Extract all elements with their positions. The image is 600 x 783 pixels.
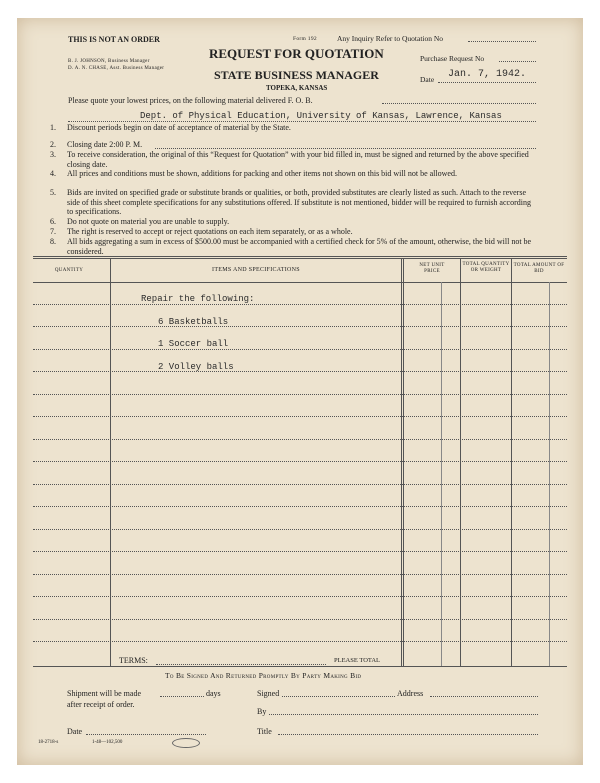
col-rule-unit-price	[401, 259, 402, 666]
item-line-2: 6 Basketballs	[158, 317, 229, 327]
table-row[interactable]	[33, 461, 567, 462]
after-receipt-label: after receipt of order.	[67, 700, 135, 709]
condition-5: 5. Bids are invited on specified grade or substitute brands or qualities, or both, provided substitutes are clearly listed as such. Attach to the reverse side of this sheet complete specifications for any substitutions offered. If substitute is not mentioned, bidder will be required to furnish according to specifications.	[50, 188, 531, 217]
table-row[interactable]	[33, 619, 567, 620]
purchase-request-label: Purchase Request No	[420, 54, 485, 63]
item-line-3: 1 Soccer ball	[158, 339, 229, 349]
days-label: days	[206, 689, 221, 698]
table-row[interactable]	[33, 416, 567, 417]
closing-date-field[interactable]	[155, 148, 536, 149]
officer-2: D. A. N. CHASE, Asst. Business Manager	[68, 66, 165, 71]
please-total-label: PLEASE TOTAL	[334, 657, 381, 664]
table-row[interactable]	[33, 506, 567, 507]
table-row[interactable]	[33, 371, 567, 372]
col-rule-amount-cents	[549, 282, 550, 666]
title-label: Title	[257, 727, 272, 736]
condition-2: 2. Closing date 2:00 P. M.	[50, 140, 143, 149]
print-run: 1-48—102,500	[92, 740, 123, 745]
union-label-icon	[172, 738, 200, 748]
condition-8: 8. All bids aggregating a sum in excess of $500.00 must be accompanied with a certified check for 5% of the amount, otherwise, the bid will not be considered.	[50, 237, 532, 256]
footer-date-field[interactable]	[86, 734, 206, 735]
table-top-rule-2	[33, 258, 567, 259]
table-bottom-rule	[33, 666, 567, 667]
terms-field[interactable]	[156, 664, 326, 665]
form-location: TOPEKA, KANSAS	[266, 84, 328, 92]
table-top-rule	[33, 256, 567, 257]
col-unit-price-header: NET UNIT PRICE	[419, 263, 445, 274]
address-field[interactable]	[430, 696, 538, 697]
condition-1: 1. Discount periods begin on date of acceptance of material by the State.	[50, 123, 291, 132]
terms-label: TERMS:	[119, 656, 148, 665]
table-row[interactable]	[33, 484, 567, 485]
col-items-header: ITEMS AND SPECIFICATIONS	[212, 267, 300, 273]
form-subtitle: STATE BUSINESS MANAGER	[214, 68, 379, 82]
table-row[interactable]	[33, 394, 567, 395]
shipment-days-field[interactable]	[160, 696, 204, 697]
table-row[interactable]	[33, 529, 567, 530]
table-row[interactable]	[33, 551, 567, 552]
col-total-qty-header: TOTAL QUANTITY OR WEIGHT	[462, 262, 510, 273]
col-rule-items	[110, 259, 111, 666]
condition-3: 3. To receive consideration, the original of this “Request for Quotation” with your bid filled in, must be signed and returned by the above specified closing date.	[50, 150, 529, 169]
col-quantity-header: QUANTITY	[54, 268, 84, 273]
table-row[interactable]	[33, 349, 567, 350]
date-value: Jan. 7, 1942.	[448, 69, 527, 80]
table-row[interactable]	[33, 574, 567, 575]
item-line-1: Repair the following:	[141, 294, 255, 304]
not-an-order-label: THIS IS NOT AN ORDER	[68, 35, 160, 44]
intro-text: Please quote your lowest prices, on the following material delivered F. O. B.	[68, 96, 313, 105]
quotation-number-field[interactable]	[468, 41, 536, 42]
signed-label: Signed	[257, 689, 280, 698]
table-row[interactable]	[33, 304, 567, 305]
col-total-amount-header: TOTAL AMOUNT OF BID	[513, 263, 565, 274]
purchase-request-field[interactable]	[499, 61, 536, 62]
item-line-4: 2 Volley balls	[158, 362, 234, 372]
date-label: Date	[420, 75, 435, 84]
condition-4: 4. All prices and conditions must be shown, additions for packing and other items not shown on this bid will not be allowed.	[50, 169, 457, 178]
col-rule-total-amount	[511, 259, 512, 666]
title-field[interactable]	[278, 734, 538, 735]
print-code: 18-2718-s	[38, 740, 59, 745]
form-number: Form 192	[293, 36, 317, 42]
signed-field[interactable]	[282, 696, 395, 697]
form-title: REQUEST FOR QUOTATION	[209, 46, 384, 61]
col-rule-total-qty	[460, 259, 461, 666]
table-row[interactable]	[33, 326, 567, 327]
table-row[interactable]	[33, 641, 567, 642]
table-header-rule	[33, 282, 567, 283]
shipment-label: Shipment will be made	[67, 689, 141, 698]
table-row[interactable]	[33, 596, 567, 597]
date-field[interactable]	[438, 82, 536, 83]
inquiry-label: Any Inquiry Refer to Quotation No	[337, 34, 444, 43]
col-rule-unit-price-2	[403, 259, 404, 666]
fob-value: Dept. of Physical Education, University of Kansas, Lawrence, Kansas	[140, 111, 502, 121]
by-field[interactable]	[269, 714, 538, 715]
officer-1: B. J. JOHNSON, Business Manager	[68, 59, 150, 64]
sign-notice: To Be Signed And Returned Promptly By Party Making Bid	[165, 671, 362, 680]
footer-date-label: Date	[67, 727, 83, 736]
address-label: Address	[397, 689, 424, 698]
table-row[interactable]	[33, 439, 567, 440]
col-rule-unit-cents	[441, 282, 442, 666]
by-label: By	[257, 707, 267, 716]
fob-field-2[interactable]	[68, 121, 536, 122]
fob-field-1[interactable]	[382, 103, 536, 104]
condition-7: 7. The right is reserved to accept or reject quotations on each item separately, or as a whole.	[50, 227, 353, 236]
condition-6: 6. Do not quote on material you are unable to supply.	[50, 217, 230, 226]
